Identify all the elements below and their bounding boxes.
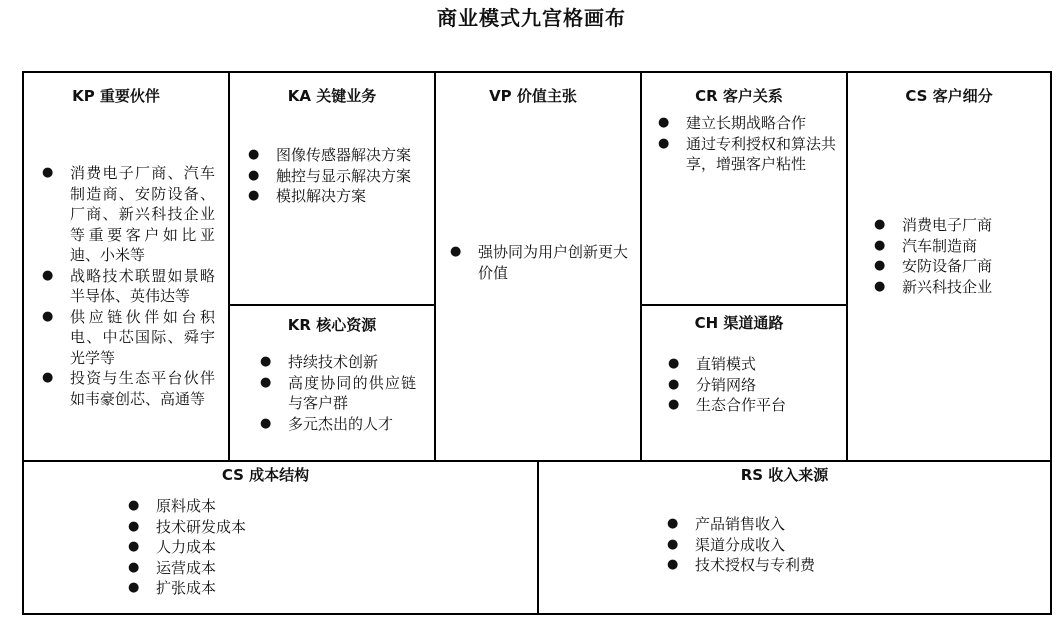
- list-item: ● 汽车制造商: [874, 236, 1044, 257]
- key-activities-list: [248, 145, 432, 207]
- key-partners-cell: [24, 73, 228, 460]
- list-item: ● 安防设备厂商: [874, 256, 1044, 277]
- customer-segments-list: [874, 215, 1044, 297]
- customer-segments-heading: CS 客户细分: [905, 87, 993, 105]
- list-item: ● 技术研发成本: [128, 517, 388, 538]
- cost-structure-cell: [24, 462, 537, 613]
- list-item: ● 分销网络: [668, 375, 838, 396]
- list-item: ● 多元杰出的人才: [260, 414, 416, 435]
- cost-structure-heading: CS 成本结构: [221, 466, 310, 484]
- list-item: ● 新兴科技企业: [874, 277, 1044, 298]
- list-item: ● 扩张成本: [128, 578, 388, 599]
- list-item: ● 模拟解决方案: [248, 186, 432, 207]
- customer-relationships-list: [658, 113, 844, 175]
- list-item: ● 通过专利授权和算法共享，增强客户粘性: [658, 134, 844, 175]
- list-item: ● 供应链伙伴如台积电、中芯国际、舜宇光学等: [42, 307, 215, 369]
- value-proposition-cell: [436, 73, 640, 460]
- list-item: ● 产品销售收入: [667, 514, 927, 535]
- list-item: ● 触控与显示解决方案: [248, 166, 432, 187]
- list-item: ● 建立长期战略合作: [658, 113, 844, 134]
- canvas-title: 商业模式九宫格画布: [437, 6, 626, 30]
- list-item: ● 消费电子厂商、汽车制造商、安防设备、厂商、新兴科技企业等重要客户如比亚迪、小米等: [42, 163, 215, 266]
- list-item: ● 图像传感器解决方案: [248, 145, 432, 166]
- key-partners-list: [42, 163, 215, 409]
- list-item: ● 高度协同的供应链与客户群: [260, 373, 416, 414]
- list-item: ● 直销模式: [668, 354, 838, 375]
- channels-list: [668, 354, 838, 416]
- list-item: ● 战略技术联盟如景略半导体、英伟达等: [42, 266, 215, 307]
- list-item: ● 投资与生态平台伙伴如韦豪创芯、高通等: [42, 368, 215, 409]
- business-model-canvas: [22, 71, 1052, 615]
- list-item: ● 渠道分成收入: [667, 535, 927, 556]
- value-proposition-list: [450, 242, 630, 283]
- channels-cell: [642, 306, 846, 460]
- customer-relationships-heading: CR 客户关系: [695, 87, 783, 105]
- customer-segments-cell: [848, 73, 1050, 460]
- list-item: ● 消费电子厂商: [874, 215, 1044, 236]
- value-proposition-heading: VP 价值主张: [489, 87, 577, 105]
- revenue-streams-heading: RS 收入来源: [740, 466, 829, 484]
- customer-relationships-cell: [642, 73, 846, 304]
- cost-structure-list: [128, 496, 388, 599]
- list-item: ● 原料成本: [128, 496, 388, 517]
- key-activities-cell: [230, 73, 434, 304]
- key-resources-cell: [230, 306, 434, 460]
- key-activities-heading: KA 关键业务: [287, 87, 377, 105]
- list-item: ● 生态合作平台: [668, 395, 838, 416]
- key-resources-heading: KR 核心资源: [287, 316, 377, 334]
- key-partners-heading: KP 重要伙伴: [72, 87, 160, 105]
- list-item: ● 人力成本: [128, 537, 388, 558]
- revenue-streams-list: [667, 514, 927, 576]
- revenue-streams-cell: [539, 462, 1050, 613]
- list-item: ● 强协同为用户创新更大价值: [450, 242, 630, 283]
- channels-heading: CH 渠道通路: [694, 314, 784, 332]
- list-item: ● 技术授权与专利费: [667, 555, 927, 576]
- list-item: ● 运营成本: [128, 558, 388, 579]
- key-resources-list: [260, 352, 416, 434]
- list-item: ● 持续技术创新: [260, 352, 416, 373]
